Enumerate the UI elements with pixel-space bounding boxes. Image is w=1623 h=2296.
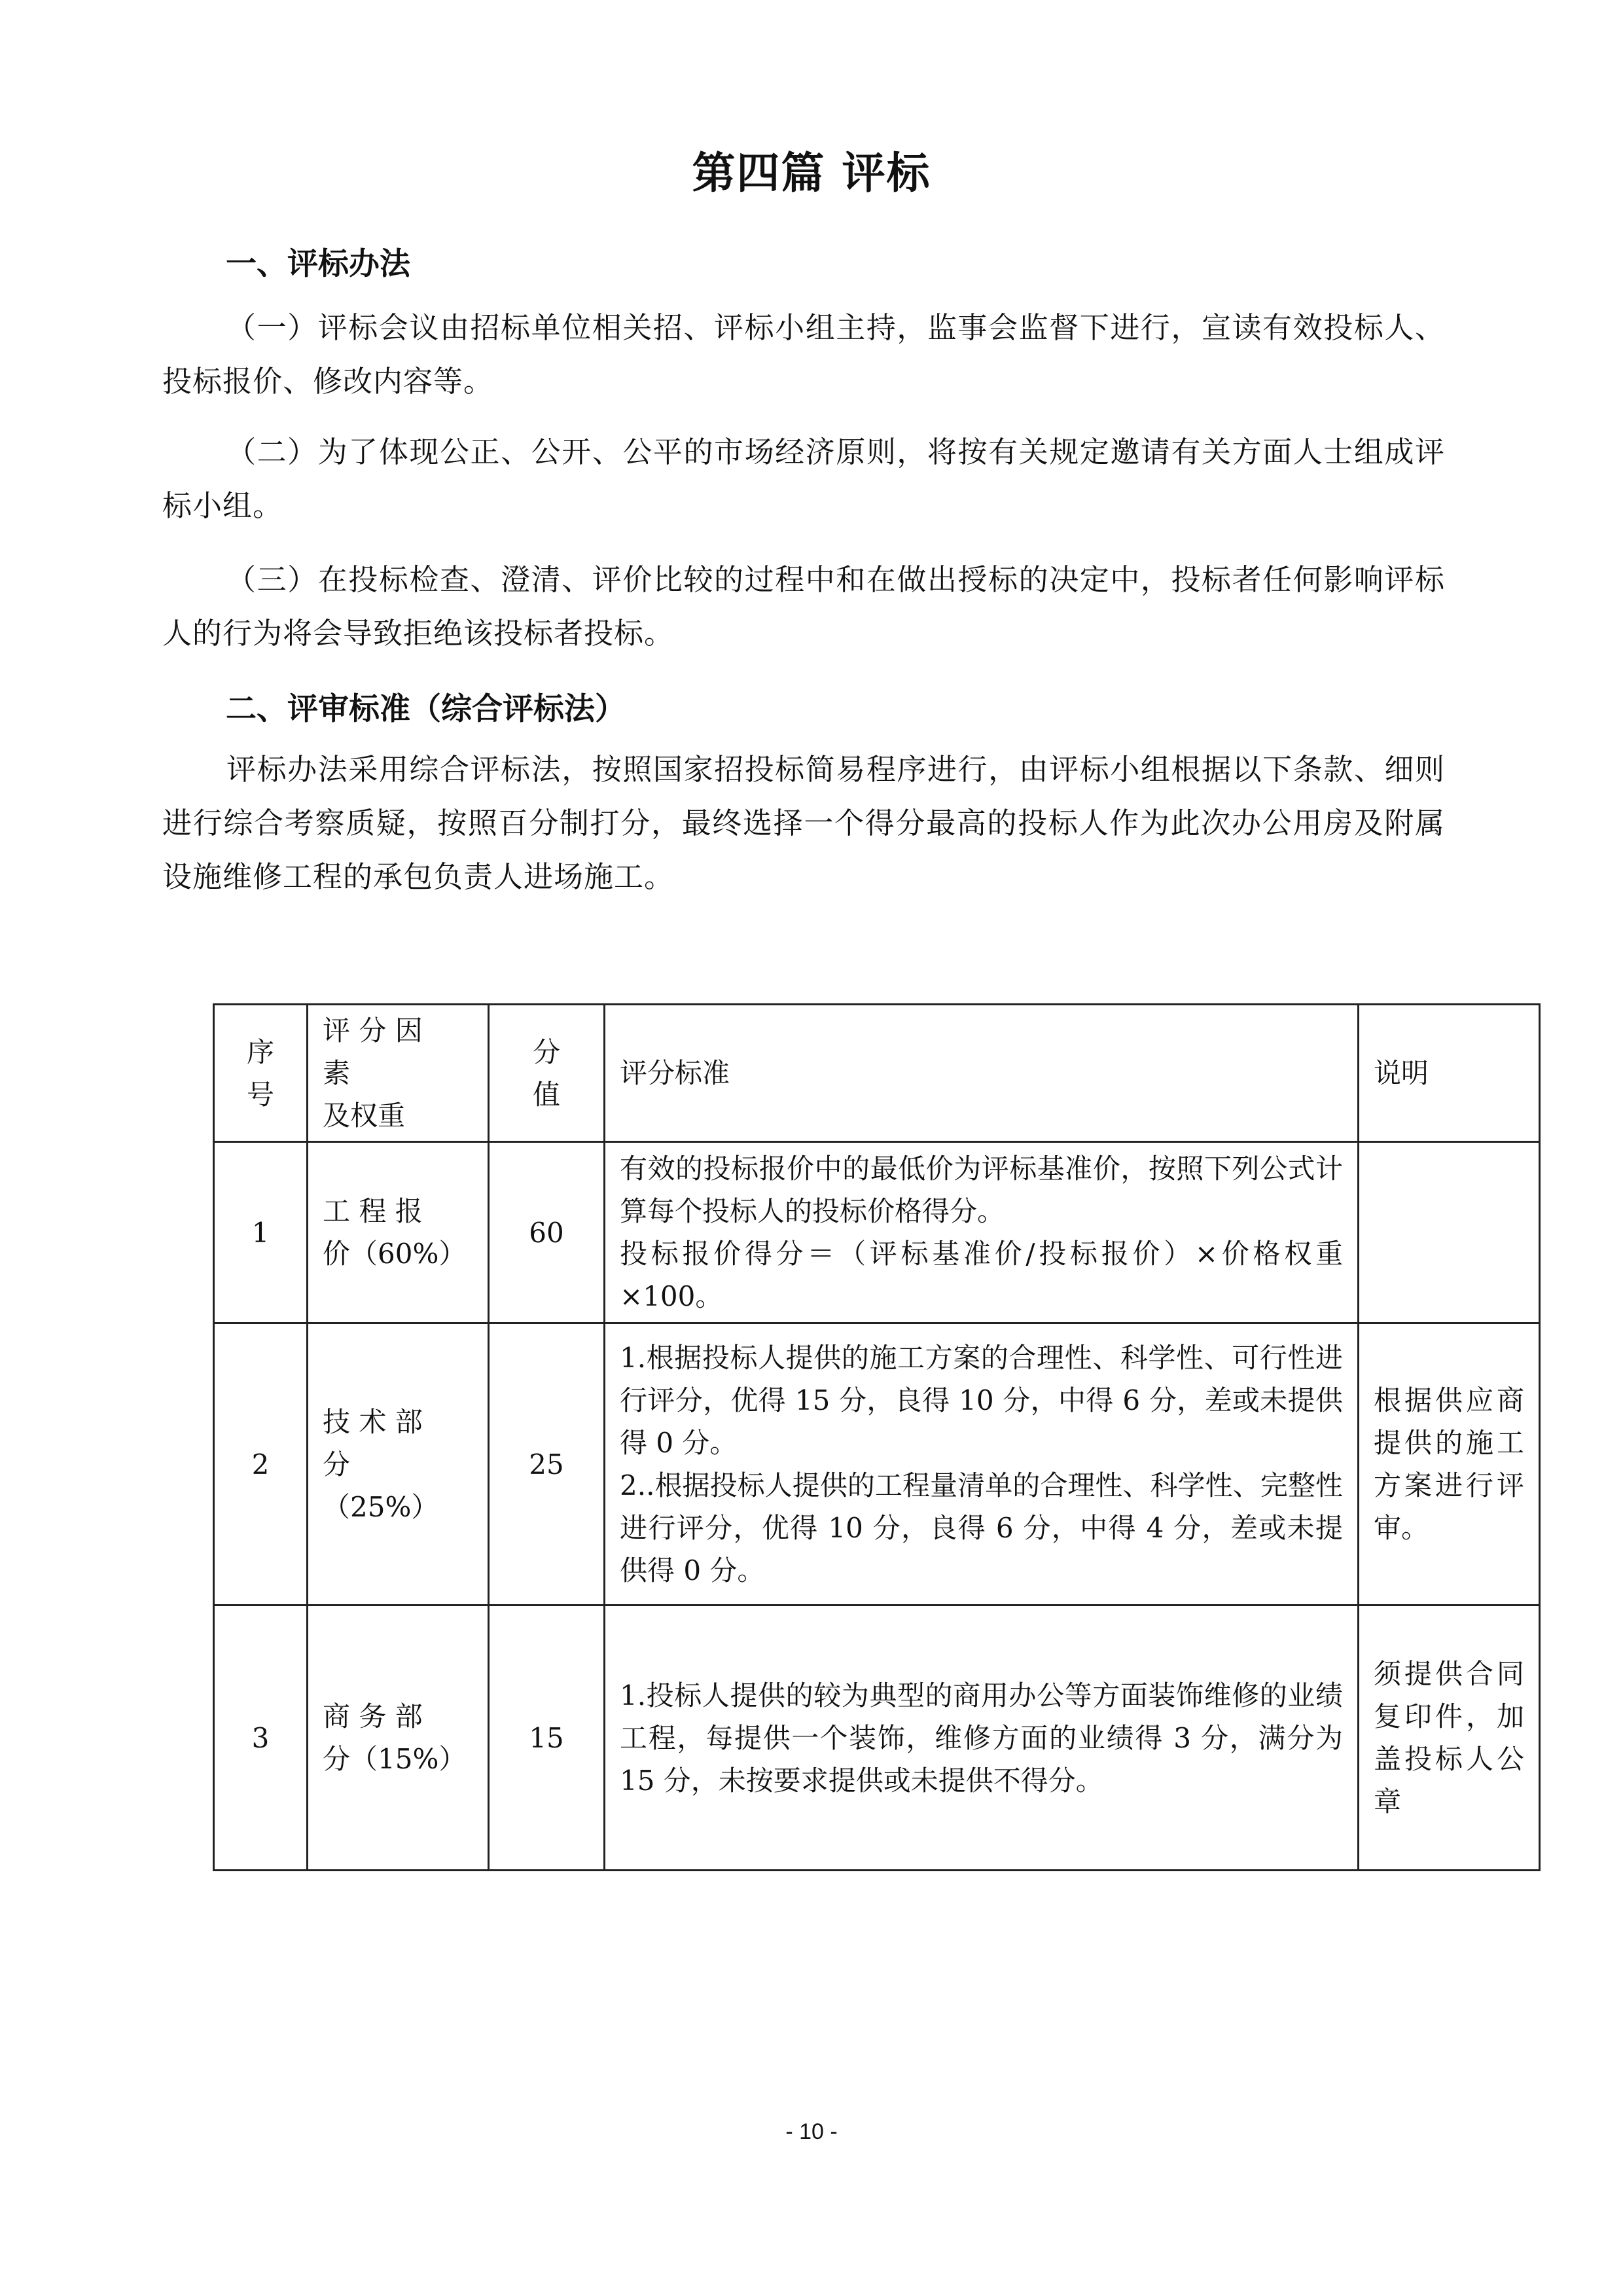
row-factor: 工 程 报 价（60%） (308, 1142, 489, 1323)
scoring-table (213, 1003, 1541, 1871)
row-factor: 技 术 部 分 （25%） (308, 1323, 489, 1605)
row-criteria: 1.投标人提供的较为典型的商用办公等方面装饰维修的业绩工程，每提供一个装饰，维修方面的业绩得 3 分，满分为 15 分，未按要求提供或未提供不得分。 (605, 1605, 1359, 1871)
row-score: 15 (489, 1605, 605, 1871)
paragraph-2: （二）为了体现公正、公开、公平的市场经济原则，将按有关规定邀请有关方面人士组成评标小组。 (162, 435, 1445, 523)
row-no: 1 (214, 1142, 308, 1323)
header-note: 说明 (1359, 1005, 1540, 1142)
row-note (1359, 1142, 1540, 1323)
row-note: 须提供合同复印件，加盖投标人公章 (1359, 1605, 1540, 1871)
header-no: 序 号 (214, 1005, 308, 1142)
row-criteria: 1.根据投标人提供的施工方案的合理性、科学性、可行性进行评分，优得 15 分，良得 10 分，中得 6 分，差或未提供得 0 分。 2..根据投标人提供的工程量清单的合理性、科学性、完整性进行评分，优得 10 分，良得 6 分，中得 4 分，差或未提供得 0 分。 (605, 1323, 1359, 1605)
table-row (214, 1605, 1540, 1871)
row-criteria: 有效的投标报价中的最低价为评标基准价，按照下列公式计算每个投标人的投标价格得分。 投标报价得分＝（评标基准价/投标报价）×价格权重×100。 (605, 1142, 1359, 1323)
section-heading-review-standard: 二、评审标准（综合评标法） (226, 691, 626, 727)
table-row (214, 1323, 1540, 1605)
row-factor: 商 务 部 分（15%） (308, 1605, 489, 1871)
row-no: 3 (214, 1605, 308, 1871)
table-header-row (214, 1005, 1540, 1142)
header-criteria: 评分标准 (605, 1005, 1359, 1142)
document-title: 第四篇 评标 (692, 148, 931, 198)
page-number: - 10 - (785, 2119, 838, 2144)
row-no: 2 (214, 1323, 308, 1605)
row-note: 根据供应商提供的施工方案进行评审。 (1359, 1323, 1540, 1605)
row-score: 60 (489, 1142, 605, 1323)
paragraph-1: （一）评标会议由招标单位相关招、评标小组主持，监事会监督下进行，宣读有效投标人、投标报价、修改内容等。 (162, 310, 1445, 399)
paragraph-4: 评标办法采用综合评标法，按照国家招投标简易程序进行，由评标小组根据以下条款、细则进行综合考察质疑，按照百分制打分，最终选择一个得分最高的投标人作为此次办公用房及附属设施维修工程的承包负责人进场施工。 (162, 752, 1445, 894)
header-factor: 评 分 因 素 及权重 (308, 1005, 489, 1142)
table-row (214, 1142, 1540, 1323)
row-score: 25 (489, 1323, 605, 1605)
section-heading-evaluation-method: 一、评标办法 (226, 246, 410, 282)
header-score: 分 值 (489, 1005, 605, 1142)
paragraph-3: （三）在投标检查、澄清、评价比较的过程中和在做出授标的决定中，投标者任何影响评标人的行为将会导致拒绝该投标者投标。 (162, 562, 1445, 651)
